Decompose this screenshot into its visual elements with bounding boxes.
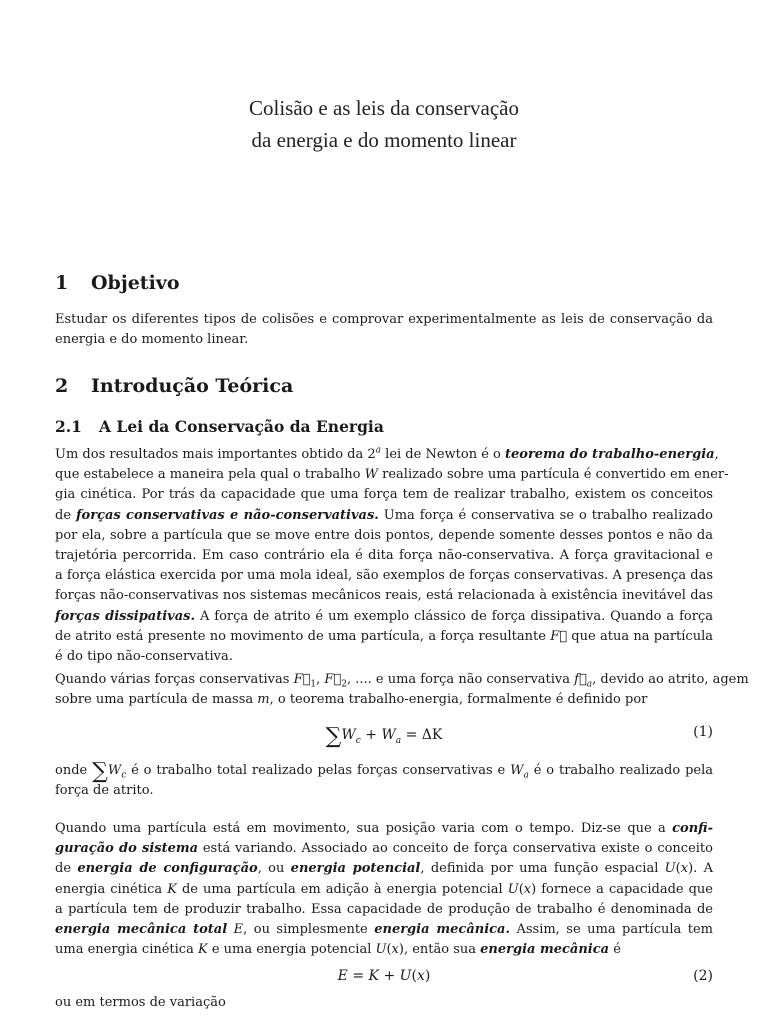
math-symbol: f⃗ <box>574 672 587 687</box>
section-number: 1 <box>55 272 69 294</box>
math-symbol: F⃗ <box>550 628 568 644</box>
subscript: 2 <box>341 679 347 690</box>
section-title: Introdução Teórica <box>91 375 294 397</box>
text-run: é o trabalho total realizado pelas forças conservativas e <box>126 763 511 778</box>
text-run: , definida por uma função espacial <box>420 861 665 877</box>
math-symbol: U <box>375 942 387 958</box>
text-run: , <box>714 447 719 462</box>
subscript: c <box>121 770 127 781</box>
text-run: , <box>316 672 325 687</box>
emphasis-term: energia mecânica total <box>55 921 228 937</box>
text-line: forças não-conservativas nos sistemas mecânicos reais, está relacionada à existência inevitável das <box>55 588 713 604</box>
paragraph-teorema <box>55 445 729 667</box>
text-run: ). A <box>688 861 713 877</box>
math-symbol: W <box>510 763 524 778</box>
text-line <box>55 445 719 465</box>
title-line-1: Colisão e as leis da conservação <box>249 96 519 120</box>
text-line <box>55 627 713 647</box>
text-line <box>55 465 729 485</box>
subscript: c <box>355 735 361 746</box>
text-line: por ela, sobre a partícula que se move entre dois pontos, depende somente desses pontos e não da <box>55 527 713 543</box>
equation-number: (2) <box>693 968 713 984</box>
operator: + <box>379 968 400 984</box>
text-line: gia cinética. Por trás da capacidade que uma força tem de realizar trabalho, existem os conceitos <box>55 487 713 503</box>
text-run: que estabelece a maneira pela qual o trabalho <box>55 467 365 483</box>
operator: = <box>347 968 369 984</box>
text-line: ou em termos de variação <box>55 995 226 1010</box>
text-run: e uma energia potencial <box>207 942 376 958</box>
subsection-title: A Lei da Conservação da Energia <box>99 417 384 436</box>
text-run: de <box>55 507 76 523</box>
emphasis-term: forças conservativas e não-conservativas. <box>75 507 379 523</box>
text-run: ( <box>518 881 524 897</box>
text-run: Um dos resultados mais importantes obtido da 2 <box>55 447 376 462</box>
math-symbol: x <box>523 881 532 897</box>
text-run: sobre uma partícula de massa <box>55 692 258 708</box>
math-symbol: U <box>664 861 676 877</box>
text-run: de uma partícula em adição à energia potencial <box>176 881 508 897</box>
paragraph-forcas <box>55 670 749 710</box>
text-line <box>55 607 713 627</box>
text-run: A força de atrito é um exemplo clássico de força dissipativa. Quando a força <box>195 608 713 624</box>
math-symbol: E <box>233 921 244 937</box>
math-symbol: m <box>257 692 270 708</box>
title-line-2: da energia e do momento linear <box>251 128 517 152</box>
text-run: Quando várias forças conservativas <box>55 672 294 687</box>
sum-symbol: ∑ <box>92 759 108 784</box>
text-run: realizado sobre uma partícula é convertido em ener- <box>378 467 729 483</box>
text-line: a partícula tem de produzir trabalho. Essa capacidade de produção de trabalho é denominada de <box>55 901 713 917</box>
text-run: , o teorema trabalho-energia, formalmente é definido por <box>269 692 648 708</box>
text-run: onde <box>55 763 93 778</box>
emphasis-term: teorema do trabalho-energia <box>505 447 715 462</box>
subscript: 1 <box>310 679 317 690</box>
paragraph-variacao <box>55 993 713 1013</box>
math-symbol: W <box>341 727 356 743</box>
text-run: de <box>55 861 78 877</box>
math-symbol: x <box>391 942 399 958</box>
text-run: ) fornece a capacidade que <box>531 881 714 897</box>
text-run: uma energia cinética <box>55 942 198 958</box>
paragraph-objetivo <box>55 310 713 350</box>
math-symbol: U <box>507 881 519 897</box>
subsection-heading-conservacao <box>55 417 384 436</box>
text-line: energia e do momento linear. <box>55 332 249 348</box>
math-symbol: W <box>107 763 122 778</box>
text-run: está variando. Associado ao conceito de força conservativa existe o conceito <box>198 841 713 857</box>
subscript: a <box>395 735 402 746</box>
text-run: Uma força é conservativa se o trabalho realizado <box>378 507 713 523</box>
text-line <box>55 819 713 839</box>
text-line <box>55 859 713 879</box>
superscript: a <box>375 445 382 456</box>
text-run: Assim, se uma partícula tem <box>510 921 713 937</box>
text-line <box>55 839 713 859</box>
emphasis-term: energia de configuração <box>77 861 258 877</box>
text-run: é <box>609 942 621 958</box>
equation-1 <box>55 722 713 748</box>
emphasis-term: forças dissipativas. <box>55 608 195 624</box>
section-title: Objetivo <box>91 272 180 294</box>
equation-2 <box>55 966 713 992</box>
math-symbol: K <box>167 881 177 897</box>
text-line: a força elástica exercida por uma mola ideal, são exemplos de forças conservativas. A presença das <box>55 568 713 584</box>
document-title <box>0 92 768 156</box>
math-symbol: W <box>364 467 378 483</box>
equation-body <box>55 724 713 749</box>
text-run: , devido ao atrito, agem <box>592 672 749 687</box>
text-run: energia cinética <box>55 881 168 897</box>
text-run: Quando uma partícula está em movimento, sua posição varia com o tempo. Diz-se que a <box>55 821 673 836</box>
section-number: 2 <box>55 375 69 397</box>
text-line: é do tipo não-conservativa. <box>55 648 233 664</box>
text-line: trajetória percorrida. Em caso contrário ela é dita força não-conservativa. A força gravitacional e <box>55 547 713 563</box>
text-line <box>55 940 713 960</box>
operator: ( <box>411 968 417 984</box>
operator: ) <box>424 968 431 984</box>
paragraph-onde <box>55 761 713 801</box>
text-run: , .... e uma força não conservativa <box>346 672 575 687</box>
math-symbol: x <box>416 968 425 984</box>
text-line <box>55 920 713 940</box>
text-run: , ou <box>257 861 291 877</box>
emphasis-term: guração do sistema <box>55 841 199 857</box>
subsection-number: 2.1 <box>55 417 82 436</box>
subscript: a <box>523 770 529 781</box>
text-run: ), então sua <box>398 942 481 958</box>
math-symbol: U <box>399 968 412 984</box>
text-run: de atrito está presente no movimento de uma partícula, a força resultante <box>55 628 551 644</box>
paragraph-configuracao <box>55 819 713 960</box>
emphasis-term: confi- <box>672 821 713 836</box>
equation-rhs: = ΔK <box>401 727 443 743</box>
math-symbol: K <box>368 968 380 984</box>
subscript: a <box>586 679 593 690</box>
text-line <box>55 759 713 784</box>
operator: + <box>360 727 382 743</box>
math-symbol: F⃗ <box>293 672 311 687</box>
text-line <box>55 506 713 526</box>
text-line: força de atrito. <box>55 783 154 799</box>
text-run: , ou simplesmente <box>243 921 375 937</box>
equation-number: (1) <box>693 724 713 740</box>
emphasis-term: energia potencial <box>290 861 421 877</box>
text-line <box>55 880 713 900</box>
math-symbol: E <box>337 968 348 984</box>
section-heading-objetivo <box>55 272 180 294</box>
sum-symbol: ∑ <box>325 724 342 749</box>
text-run: ( <box>386 942 392 958</box>
text-run: é o trabalho realizado pela <box>528 763 713 778</box>
text-run: lei de Newton é o <box>381 447 505 462</box>
section-heading-introducao <box>55 375 293 397</box>
text-line <box>55 690 713 710</box>
math-symbol: x <box>680 861 689 877</box>
text-run: que atua na partícula <box>567 628 713 644</box>
math-symbol: W <box>381 727 396 743</box>
text-line <box>55 670 749 690</box>
math-symbol: K <box>197 942 208 958</box>
emphasis-term: energia mecânica <box>480 942 610 958</box>
text-run: ( <box>675 861 681 877</box>
equation-body <box>55 968 713 984</box>
emphasis-term: energia mecânica. <box>374 921 510 937</box>
math-symbol: F⃗ <box>324 672 342 687</box>
text-line: Estudar os diferentes tipos de colisões e comprovar experimentalmente as leis de conservação da <box>55 312 713 327</box>
